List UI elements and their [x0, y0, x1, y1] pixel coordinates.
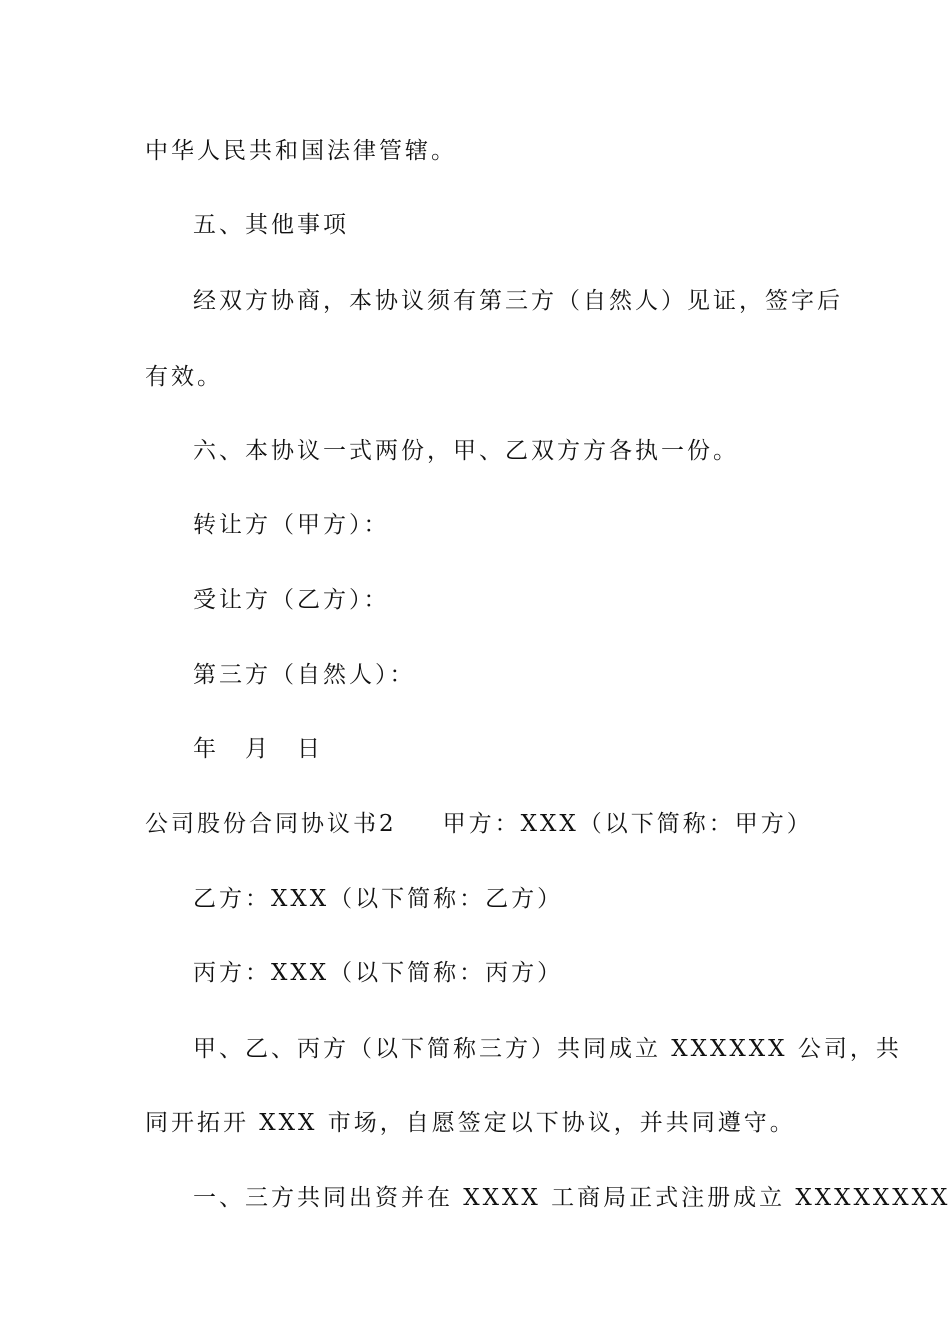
party-b-line: 乙方：XXX（以下简称：乙方） — [193, 886, 564, 912]
date-line: 年 月 日 — [193, 736, 323, 762]
paragraph-line-market: 同开拓开 XXX 市场，自愿签定以下协议，并共同遵守。 — [145, 1110, 796, 1136]
paragraph-line-company-formation: 甲、乙、丙方（以下简称三方）共同成立 XXXXXX 公司，共 — [193, 1036, 902, 1062]
agreement-title: 公司股份合同协议书2 — [145, 811, 397, 837]
signature-line-third-party: 第三方（自然人）： — [193, 662, 416, 688]
signature-line-transferee: 受让方（乙方）： — [193, 587, 390, 613]
paragraph-line-witness: 经双方协商，本协议须有第三方（自然人）见证，签字后 — [193, 288, 843, 314]
party-a-line: 甲方：XXX（以下简称：甲方） — [442, 811, 813, 837]
section-heading-copies: 六、本协议一式两份，甲、乙双方方各执一份。 — [193, 438, 739, 464]
signature-line-transferor: 转让方（甲方）： — [193, 512, 390, 538]
paragraph-line-jurisdiction: 中华人民共和国法律管辖。 — [145, 138, 457, 164]
agreement-title-line — [145, 809, 813, 839]
section-heading-other-matters: 五、其他事项 — [193, 212, 349, 238]
section-heading-joint-investment: 一、三方共同出资并在 XXXX 工商局正式注册成立 XXXXXXXX — [193, 1185, 950, 1211]
party-c-line: 丙方：XXX（以下简称：丙方） — [193, 960, 564, 986]
paragraph-line-effective: 有效。 — [145, 364, 223, 390]
